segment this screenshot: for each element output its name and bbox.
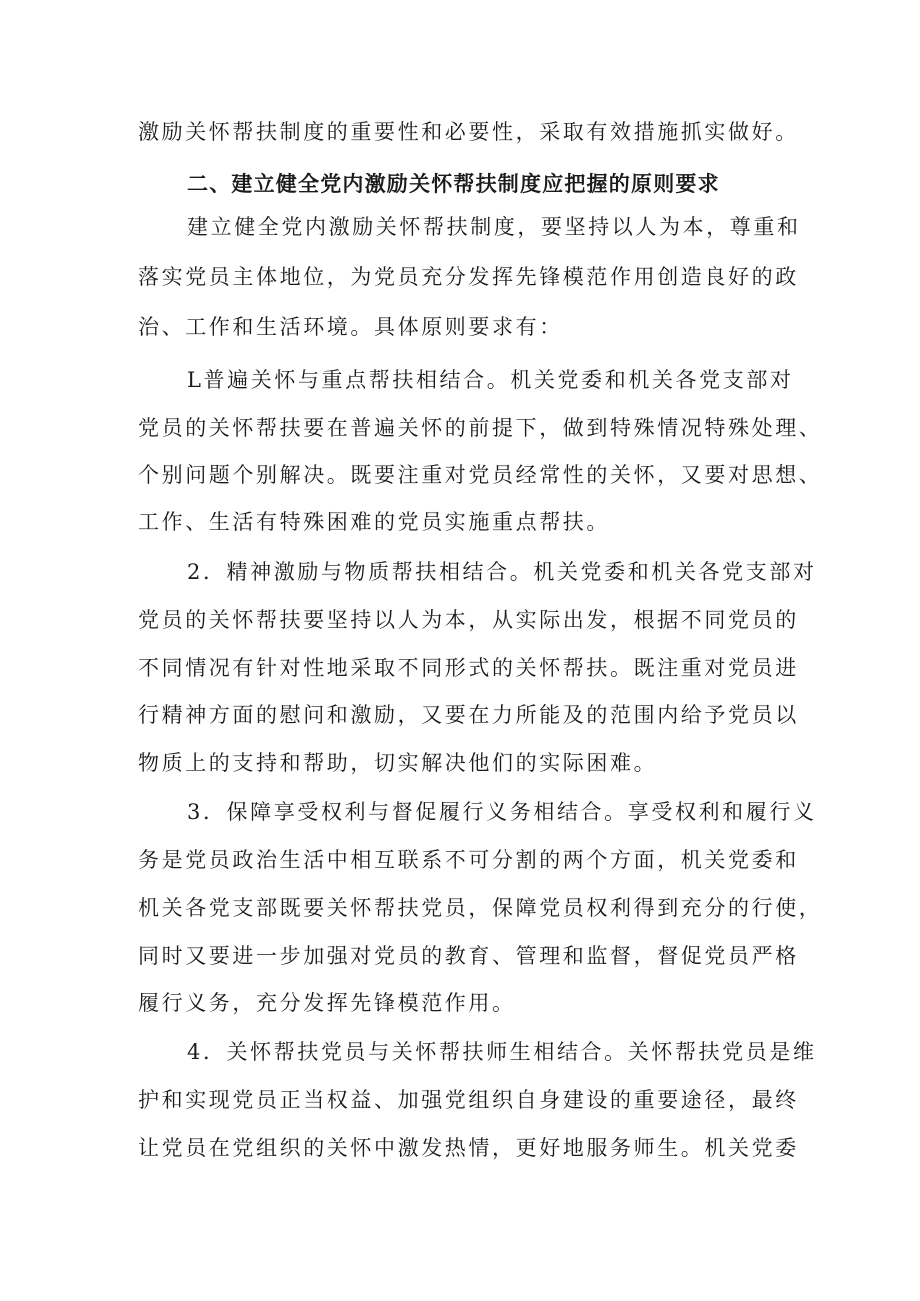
paragraph-line: 4．关怀帮扶党员与关怀帮扶师生相结合。关怀帮扶党员是维 bbox=[187, 1040, 817, 1064]
paragraph-line: 务是党员政治生活中相互联系不可分割的两个方面，机关党委和 bbox=[138, 848, 799, 872]
paragraph-line: 个别问题个别解决。既要注重对党员经常性的关怀，又要对思想、 bbox=[138, 463, 823, 487]
paragraph-line: 履行义务，充分发挥先锋模范作用。 bbox=[138, 991, 516, 1015]
paragraph-line: L普遍关怀与重点帮扶相结合。机关党委和机关各党支部对 bbox=[187, 368, 794, 392]
paragraph-line: 让党员在党组织的关怀中激发热情，更好地服务师生。机关党委 bbox=[138, 1136, 799, 1160]
paragraph-line: 不同情况有针对性地采取不同形式的关怀帮扶。既注重对党员进 bbox=[138, 656, 799, 680]
paragraph-line: 机关各党支部既要关怀帮扶党员，保障党员权利得到充分的行使， bbox=[138, 896, 823, 920]
paragraph-line: 护和实现党员正当权益、加强党组织自身建设的重要途径，最终 bbox=[138, 1088, 799, 1112]
paragraph-line: 2．精神激励与物质帮扶相结合。机关党委和机关各党支部对 bbox=[187, 560, 817, 584]
paragraph-line: 党员的关怀帮扶要在普遍关怀的前提下，做到特殊情况特殊处理、 bbox=[138, 416, 823, 440]
paragraph-line: 落实党员主体地位，为党员充分发挥先锋模范作用创造良好的政 bbox=[138, 265, 799, 289]
paragraph-line: 建立健全党内激励关怀帮扶制度，要坚持以人为本，尊重和 bbox=[187, 215, 801, 239]
paragraph-line: 治、工作和生活环境。具体原则要求有： bbox=[138, 315, 563, 339]
paragraph-line: 行精神方面的慰问和激励，又要在力所能及的范围内给予党员以 bbox=[138, 703, 799, 727]
section-heading: 二、建立健全党内激励关怀帮扶制度应把握的原则要求 bbox=[187, 172, 720, 196]
paragraph-line: 同时又要进一步加强对党员的教育、管理和监督，督促党员严格 bbox=[138, 944, 799, 968]
paragraph-line: 工作、生活有特殊困难的党员实施重点帮扶。 bbox=[138, 510, 610, 534]
paragraph-line: 激励关怀帮扶制度的重要性和必要性，采取有效措施抓实做好。 bbox=[138, 120, 799, 144]
paragraph-line: 物质上的支持和帮助，切实解决他们的实际困难。 bbox=[138, 751, 658, 775]
paragraph-line: 党员的关怀帮扶要坚持以人为本，从实际出发，根据不同党员的 bbox=[138, 608, 799, 632]
paragraph-line: 3．保障享受权利与督促履行义务相结合。享受权利和履行义 bbox=[187, 800, 817, 824]
